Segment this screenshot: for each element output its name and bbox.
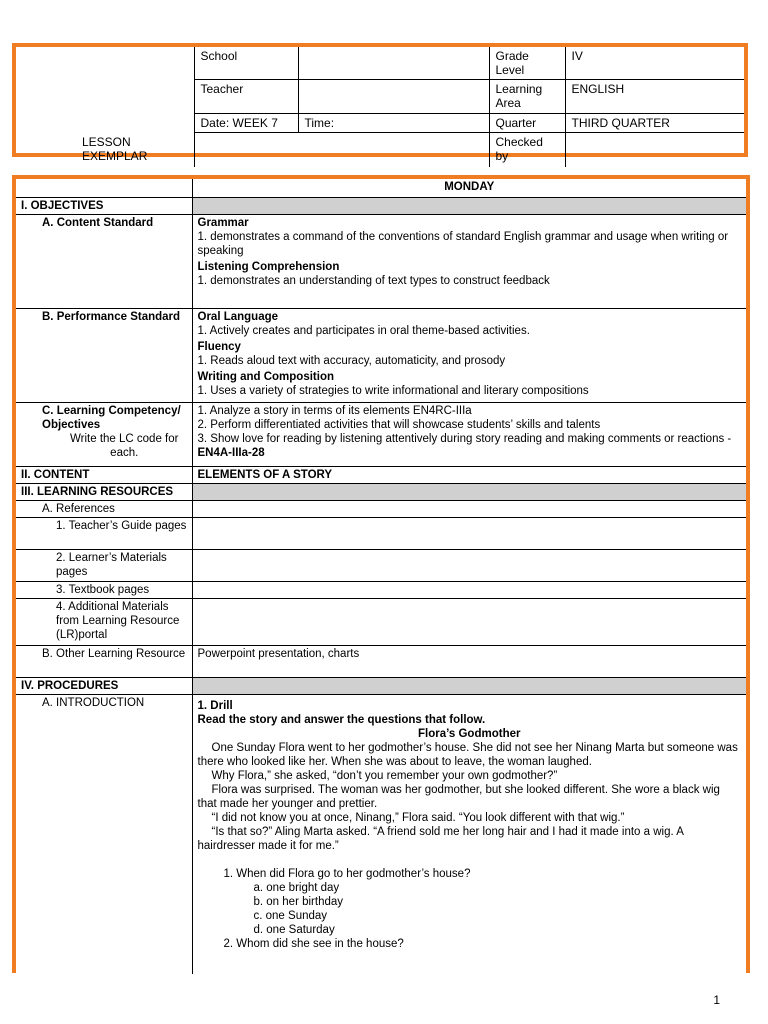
checked-value [565, 133, 744, 167]
oral-text: 1. Actively creates and participates in oral theme-based activities. [197, 324, 530, 337]
story-paragraph-1: One Sunday Flora went to her godmother’s house. She did not see her Ninang Marta but someone was there who looked like her. When she was about to leave, the woman laughed. [197, 741, 738, 768]
corner-cell [16, 179, 192, 197]
references-label: A. References [16, 500, 192, 517]
day-heading: MONDAY [192, 179, 746, 197]
resources-label: III. LEARNING RESOURCES [16, 483, 192, 500]
listening-text: 1. demonstrates an understanding of text types to construct feedback [197, 274, 550, 287]
additional-materials-label: 4. Additional Materials from Learning Resource (LR)portal [16, 598, 192, 645]
date-label: Date: WEEK 7 [194, 114, 298, 133]
oral-title: Oral Language [197, 310, 279, 323]
story-paragraph-2: Why Flora,” she asked, “don’t you remember your own godmother?” [211, 769, 558, 782]
empty-cell [194, 133, 489, 167]
teacher-label: Teacher [194, 80, 298, 114]
writing-text: 1. Uses a variety of strategies to write informational and literary compositions [197, 384, 589, 397]
quarter-value: THIRD QUARTER [565, 114, 744, 133]
lesson-plan-box [12, 175, 750, 973]
drill-title: 1. Drill [197, 699, 233, 712]
question-2: 2. Whom did she see in the house? [223, 937, 404, 950]
grade-value: IV [565, 47, 744, 80]
story-paragraph-3: Flora was surprised. The woman was her godmother, but she looked different. She wore a black wig that made her younger and prettier. [197, 783, 720, 810]
teachers-guide-value [192, 517, 746, 549]
competency-1: 1. Analyze a story in terms of its elements EN4RC-IIIa [197, 404, 472, 417]
teacher-value [298, 80, 489, 114]
header-box [12, 43, 748, 163]
header-table [16, 47, 744, 167]
question-1-choice-c: c. one Sunday [253, 909, 328, 922]
checked-label: Checked by [489, 133, 565, 167]
fluency-title: Fluency [197, 340, 241, 353]
competency-cell [192, 402, 746, 466]
textbook-value [192, 581, 746, 598]
time-label: Time: [298, 114, 489, 133]
quarter-label: Quarter [489, 114, 565, 133]
question-1: 1. When did Flora go to her godmother’s house? [223, 867, 471, 880]
resources-shade [192, 483, 746, 500]
school-value [298, 47, 489, 80]
lesson-exemplar-label: LESSON EXEMPLAR [16, 47, 194, 167]
introduction-cell [192, 694, 746, 974]
learners-materials-label: 2. Learner’s Materials pages [16, 549, 192, 581]
content-label: II. CONTENT [16, 466, 192, 483]
grammar-text: 1. demonstrates a command of the conventions of standard English grammar and usage when writing or speaking [197, 230, 729, 257]
learning-area-value: ENGLISH [565, 80, 744, 114]
objectives-label: I. OBJECTIVES [16, 197, 192, 214]
learners-materials-value [192, 549, 746, 581]
content-value: ELEMENTS OF A STORY [192, 466, 746, 483]
objectives-shade [192, 197, 746, 214]
grammar-title: Grammar [197, 216, 249, 229]
question-1-choice-d: d. one Saturday [253, 923, 335, 936]
grade-label: Grade Level [489, 47, 565, 80]
teachers-guide-label: 1. Teacher’s Guide pages [16, 517, 192, 549]
competency-3: 3. Show love for reading by listening attentively during story reading and making comments or reactions - [197, 432, 732, 445]
competency-note: Write the LC code for each. [70, 432, 179, 459]
fluency-text: 1. Reads aloud text with accuracy, automaticity, and prosody [197, 354, 506, 367]
story-paragraph-4: “I did not know you at once, Ninang,” Flora said. “You look different with that wig.” [211, 811, 625, 824]
procedures-shade [192, 677, 746, 694]
writing-title: Writing and Composition [197, 370, 334, 383]
competency-label: C. Learning Competency/ Objectives [42, 404, 181, 431]
competency-cell-label [16, 402, 192, 466]
content-standard-cell [192, 214, 746, 308]
listening-title: Listening Comprehension [197, 260, 340, 273]
page-number: 1 [713, 993, 720, 1007]
content-standard-label: A. Content Standard [16, 214, 192, 308]
learning-area-label: Learning Area [489, 80, 565, 114]
other-resource-value: Powerpoint presentation, charts [192, 645, 746, 677]
story-paragraph-5: “Is that so?” Aling Marta asked. “A friend sold me her long hair and I had it made into a wig. A hairdresser made it for me.” [197, 825, 684, 852]
other-resource-label: B. Other Learning Resource [16, 645, 192, 677]
textbook-label: 3. Textbook pages [16, 581, 192, 598]
question-1-choice-a: a. one bright day [253, 881, 340, 894]
drill-instruction: Read the story and answer the questions that follow. [197, 713, 486, 726]
procedures-label: IV. PROCEDURES [16, 677, 192, 694]
competency-code: EN4A-IIIa-28 [197, 446, 265, 459]
introduction-label: A. INTRODUCTION [16, 694, 192, 974]
school-label: School [194, 47, 298, 80]
references-value [192, 500, 746, 517]
competency-2: 2. Perform differentiated activities that will showcase students’ skills and talents [197, 418, 601, 431]
performance-standard-label: B. Performance Standard [16, 308, 192, 402]
performance-standard-cell [192, 308, 746, 402]
additional-materials-value [192, 598, 746, 645]
story-title: Flora’s Godmother [418, 727, 521, 740]
lesson-plan-table [16, 179, 746, 974]
question-1-choice-b: b. on her birthday [253, 895, 344, 908]
